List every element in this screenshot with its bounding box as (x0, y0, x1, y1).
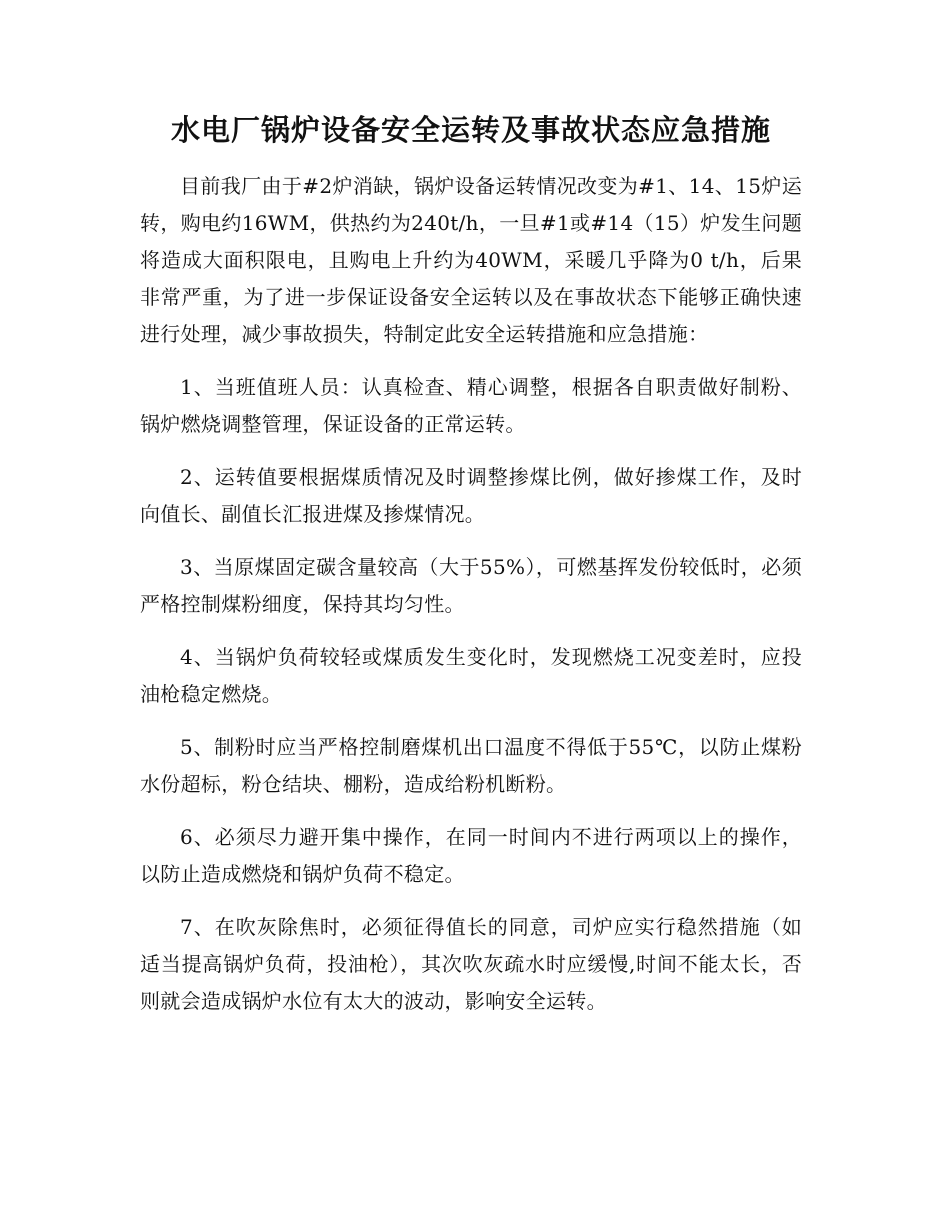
measure-item-1: 1、当班值班人员：认真检查、精心调整，根据各自职责做好制粉、锅炉燃烧调整管理，保证设备的正常运转。 (140, 375, 802, 436)
measure-item-7: 7、在吹灰除焦时，必须征得值长的同意，司炉应实行稳然措施（如适当提高锅炉负荷，投油枪），其次吹灰疏水时应缓慢,时间不能太长，否则就会造成锅炉水位有太大的波动，影响安全运转。 (140, 915, 802, 1013)
document-page (140, 100, 802, 1020)
intro-paragraph: 目前我厂由于#2炉消缺，锅炉设备运转情况改变为#1、14、15炉运转，购电约16WM，供热约为240t/h，一旦#1或#14（15）炉发生问题将造成大面积限电，且购电上升约为40WM，采暖几乎降为0 t/h，后果非常严重，为了进一步保证设备安全运转以及在事故状态下能够正确快速进行处理，减少事故损失，特制定此安全运转措施和应急措施： (140, 174, 802, 346)
measure-item-2: 2、运转值要根据煤质情况及时调整掺煤比例，做好掺煤工作，及时向值长、副值长汇报进煤及掺煤情况。 (140, 465, 802, 526)
measure-item-5: 5、制粉时应当严格控制磨煤机出口温度不得低于55℃，以防止煤粉水份超标，粉仓结块、棚粉，造成给粉机断粉。 (140, 735, 802, 796)
measure-item-6: 6、必须尽力避开集中操作，在同一时间内不进行两项以上的操作，以防止造成燃烧和锅炉负荷不稳定。 (140, 825, 802, 886)
document-title: 水电厂锅炉设备安全运转及事故状态应急措施 (170, 113, 771, 147)
measures-list (140, 369, 802, 1020)
measure-item-4: 4、当锅炉负荷较轻或煤质发生变化时，发现燃烧工况变差时，应投油枪稳定燃烧。 (140, 645, 802, 706)
measure-item-3: 3、当原煤固定碳含量较高（大于55%），可燃基挥发份较低时，必须严格控制煤粉细度，保持其均匀性。 (140, 555, 802, 616)
